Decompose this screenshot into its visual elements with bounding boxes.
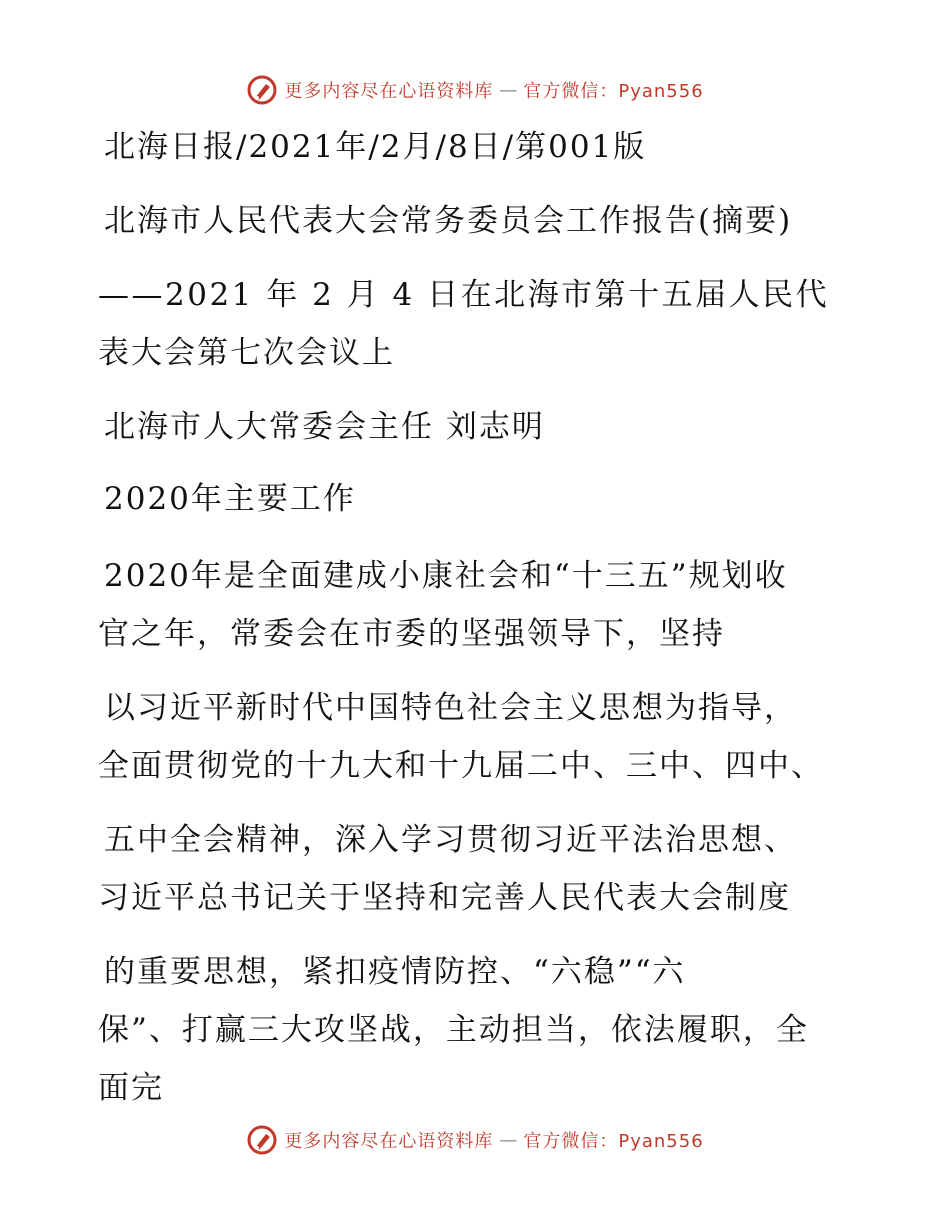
watermark-suffix: 官方微信：Pyan556 xyxy=(523,1131,704,1152)
text-line: 2020年主要工作 xyxy=(104,481,356,517)
text-line: 全面贯彻党的十九大和十九届二中、三中、四中、 xyxy=(98,748,824,784)
text-line: 2020年是全面建成小康社会和“十三五”规划收 xyxy=(104,558,788,594)
watermark-prefix: 更多内容尽在心语资料库 xyxy=(284,81,494,102)
watermark-suffix: 官方微信：Pyan556 xyxy=(523,81,704,102)
watermark-prefix: 更多内容尽在心语资料库 xyxy=(284,1131,494,1152)
text-line: 保”、打赢三大攻坚战，主动担当，依法履职，全 xyxy=(98,1012,809,1048)
footer-watermark xyxy=(0,1120,950,1160)
text-line: 官之年，常委会在市委的坚强领导下，坚持 xyxy=(98,616,725,652)
text-line: 习近平总书记关于坚持和完善人民代表大会制度 xyxy=(98,880,791,916)
text-line: ——2021 年 2 月 4 日在北海市第十五届人民代 xyxy=(98,277,830,313)
pen-circle-icon xyxy=(246,1124,278,1156)
text-line: 以习近平新时代中国特色社会主义思想为指导， xyxy=(104,690,797,726)
pen-circle-icon xyxy=(246,74,278,106)
text-line: 的重要思想，紧扣疫情防控、“六稳”“六 xyxy=(104,954,686,990)
watermark-dash: — xyxy=(499,1129,518,1151)
watermark-dash: — xyxy=(499,79,518,101)
text-line: 表大会第七次会议上 xyxy=(98,335,395,371)
text-line: 面完 xyxy=(98,1070,164,1106)
text-line: 北海市人民代表大会常务委员会工作报告(摘要) xyxy=(104,203,793,239)
text-line: 五中全会精神，深入学习贯彻习近平法治思想、 xyxy=(104,822,797,858)
header-watermark xyxy=(0,70,950,110)
text-line: 北海日报/2021年/2月/8日/第001版 xyxy=(104,129,647,165)
text-line: 北海市人大常委会主任 刘志明 xyxy=(104,409,545,445)
